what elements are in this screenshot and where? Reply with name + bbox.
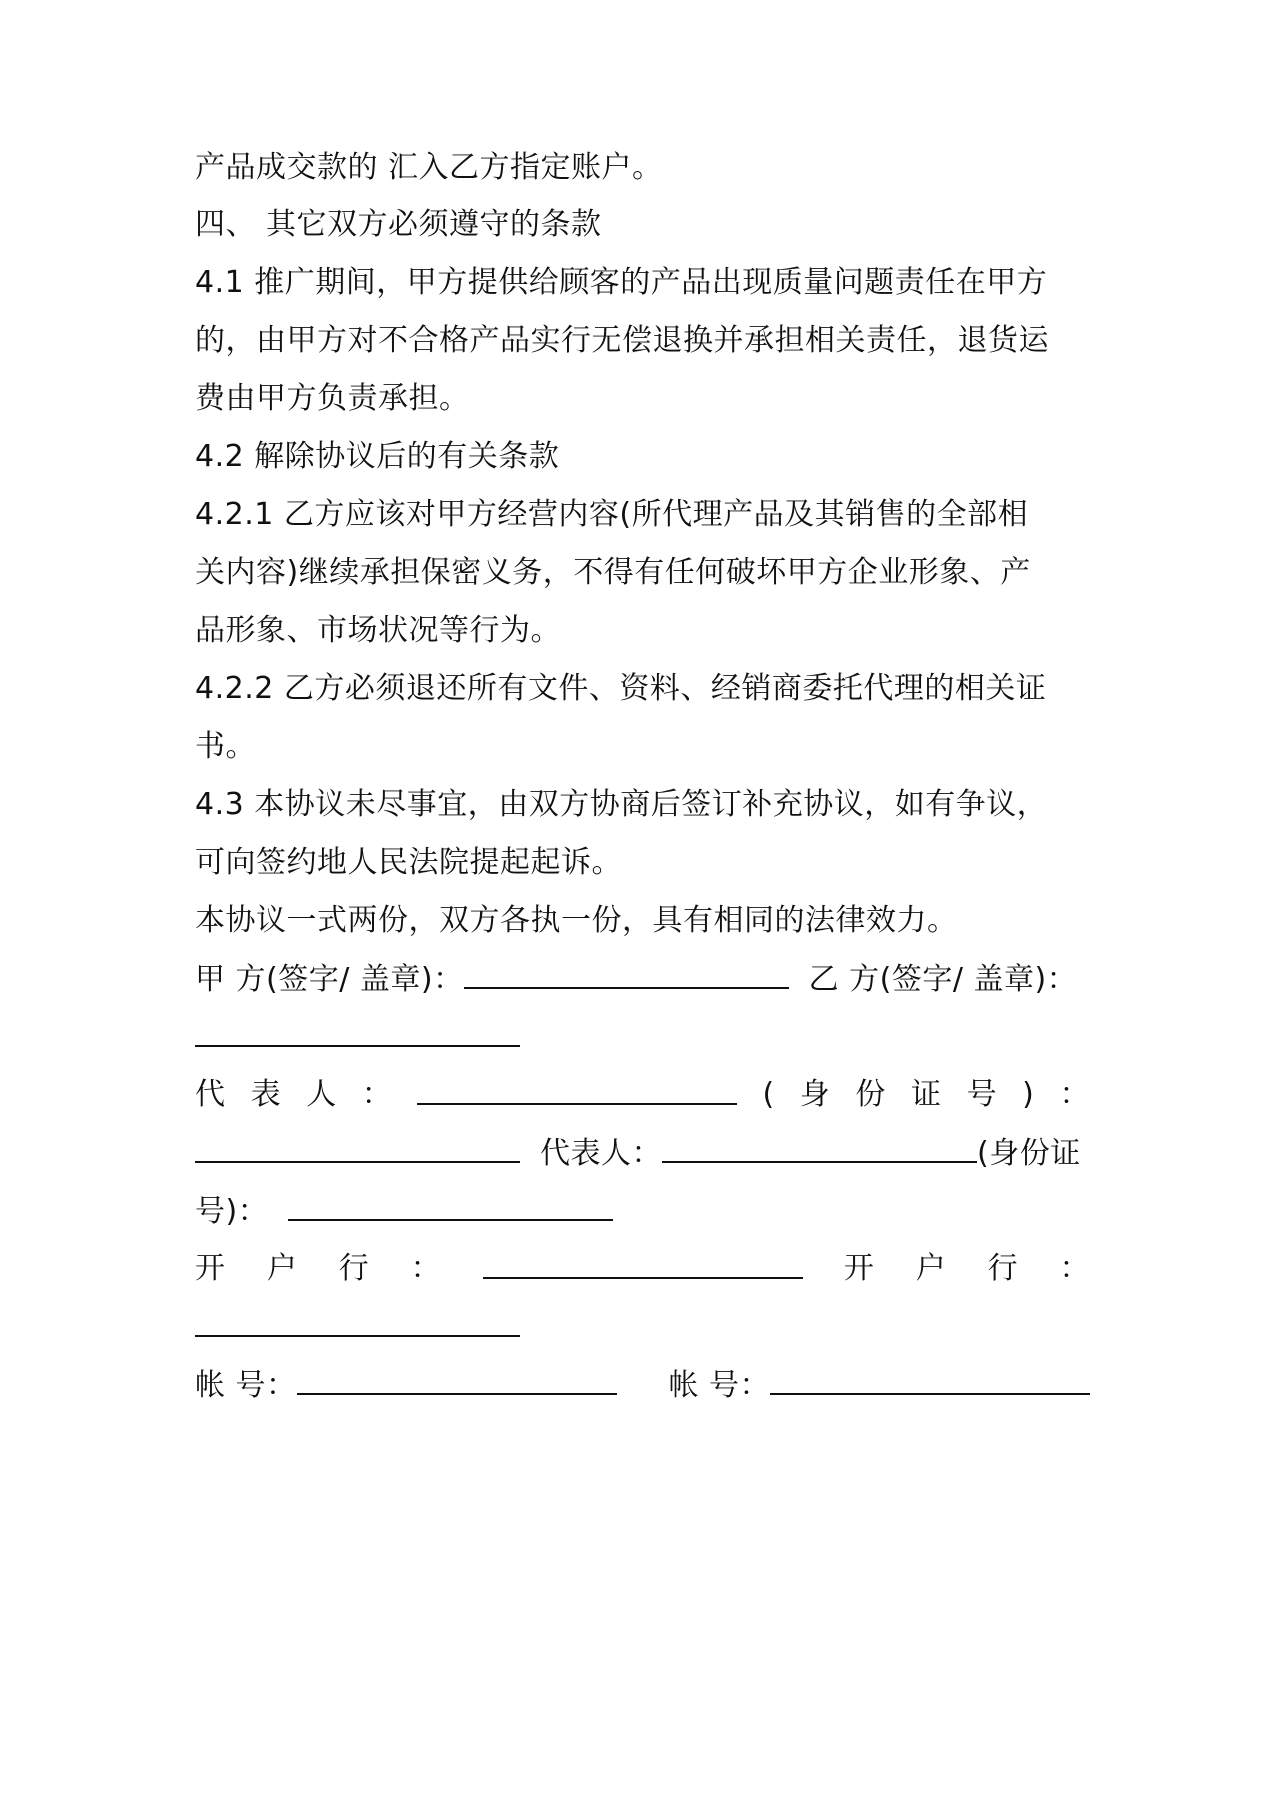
id2-label-part1: (身份证 <box>977 1136 1081 1171</box>
rep-char-3: 人 <box>306 1077 337 1112</box>
party-signature-row <box>195 959 1090 1000</box>
bank2-row <box>195 1307 1090 1348</box>
bank-char-4: ： <box>410 1251 442 1286</box>
clause-4-2-2-line1: 4.2.2 乙方必须退还所有文件、资料、经销商委托代理的相关证 <box>195 671 1047 706</box>
clause-4-2-1-line1: 4.2.1 乙方应该对甲方经营内容(所代理产品及其销售的全部相 <box>195 497 1029 532</box>
id-char-2: 身 <box>799 1077 831 1112</box>
clause-4-3-line1: 4.3 本协议未尽事宜，由双方协商后签订补充协议，如有争议， <box>195 787 1048 822</box>
id-number-blank[interactable] <box>195 1133 520 1163</box>
rep-char-2: 表 <box>250 1077 282 1112</box>
id-char-6: ) <box>1022 1077 1035 1112</box>
account2-blank[interactable] <box>770 1365 1090 1395</box>
bank-blank[interactable] <box>483 1249 803 1279</box>
party-a-signature-blank[interactable] <box>464 959 789 989</box>
clause-4-3-line2: 可向签约地人民法院提起起诉。 <box>195 845 622 880</box>
representative-row-2 <box>195 1133 1090 1174</box>
bank-row <box>195 1249 1090 1289</box>
party-b-signature-row <box>195 1017 1090 1058</box>
paragraph-payment: 产品成交款的 汇入乙方指定账户。 <box>195 150 663 185</box>
clause-4-1-line2: 的，由甲方对不合格产品实行无偿退换并承担相关责任，退货运 <box>195 323 1049 358</box>
bank-char-1: 开 <box>195 1251 226 1286</box>
id-char-5: 号 <box>966 1077 998 1112</box>
section-four-heading: 四、 其它双方必须遵守的条款 <box>195 207 602 242</box>
account-label: 帐 号： <box>195 1368 297 1403</box>
rep2-label: 代表人： <box>540 1136 662 1171</box>
bank-char-2: 户 <box>266 1251 298 1286</box>
clause-4-2-2-line2: 书。 <box>195 729 256 764</box>
bank2-char-4: ： <box>1059 1251 1090 1286</box>
rep-char-4: ： <box>361 1077 393 1112</box>
bank2-blank[interactable] <box>195 1307 520 1337</box>
id2-row <box>195 1191 1090 1232</box>
id-char-7: ： <box>1059 1077 1090 1112</box>
account-blank[interactable] <box>297 1365 617 1395</box>
clause-4-1-line1: 4.1 推广期间，甲方提供给顾客的产品出现质量问题责任在甲方 <box>195 265 1048 300</box>
account-row <box>195 1365 1090 1406</box>
bank2-char-1: 开 <box>843 1251 875 1286</box>
party-b-label: 乙 方(签字/ 盖章)： <box>808 962 1078 997</box>
id-char-1: ( <box>762 1077 775 1112</box>
representative2-blank[interactable] <box>662 1133 977 1163</box>
party-b-signature-blank[interactable] <box>195 1017 520 1047</box>
representative-blank[interactable] <box>417 1075 737 1105</box>
bank2-char-2: 户 <box>915 1251 947 1286</box>
bank-char-3: 行 <box>338 1251 370 1286</box>
account2-label: 帐 号： <box>668 1368 770 1403</box>
id2-label-part2: 号)： <box>195 1194 269 1229</box>
copies-statement: 本协议一式两份，双方各执一份，具有相同的法律效力。 <box>195 903 958 938</box>
clause-4-1-line3: 费由甲方负责承担。 <box>195 381 470 416</box>
rep-char-1: 代 <box>195 1077 226 1112</box>
representative-row <box>195 1075 1090 1115</box>
id-char-4: 证 <box>910 1077 942 1112</box>
clause-4-2-1-line3: 品形象、市场状况等行为。 <box>195 613 561 648</box>
id2-number-blank[interactable] <box>288 1191 613 1221</box>
id-char-3: 份 <box>855 1077 886 1112</box>
clause-4-2-1-line2: 关内容)继续承担保密义务，不得有任何破坏甲方企业形象、产 <box>195 555 1031 590</box>
party-a-label: 甲 方(签字/ 盖章)： <box>195 962 464 997</box>
bank2-char-3: 行 <box>987 1251 1019 1286</box>
clause-4-2-heading: 4.2 解除协议后的有关条款 <box>195 439 560 474</box>
